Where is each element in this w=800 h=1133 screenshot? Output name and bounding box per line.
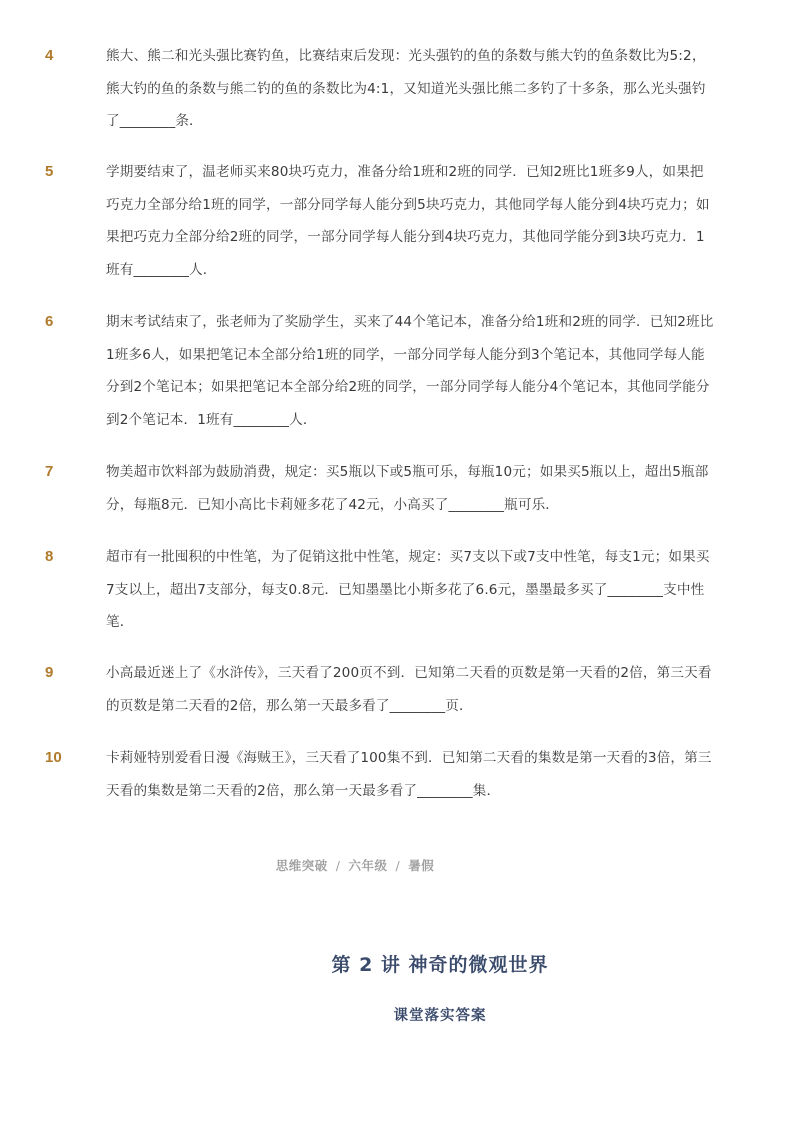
problem-number: 10: [45, 749, 62, 766]
problem-number: 7: [45, 463, 54, 480]
footer-series: 思维突破: [275, 858, 328, 873]
problem-text: 熊大、熊二和光头强比赛钓鱼，比赛结束后发现：光头强钓的鱼的条数与熊大钓的鱼条数比为5:2，熊大钓的鱼的条数与熊二钓的鱼的条数比为4:1，又知道光头强比熊二多钓了十多条，那么光头强钓了________条．: [106, 48, 706, 129]
problem-text: 小高最近迷上了《水浒传》，三天看了200页不到．已知第二天看的页数是第一天看的2倍，第三天看的页数是第二天看的2倍，那么第一天最多看了________页．: [106, 665, 712, 714]
footer-term: 暑假: [408, 858, 435, 873]
problem-number: 4: [45, 47, 54, 64]
problem-text: 物美超市饮料部为鼓励消费，规定：买5瓶以下或5瓶可乐，每瓶10元；如果买5瓶以上，超出5瓶部分，每瓶8元．已知小高比卡莉娅多花了42元，小高买了________瓶可乐．: [106, 464, 709, 513]
problem-number: 6: [45, 313, 54, 330]
footer-separator: /: [395, 858, 401, 873]
problem-text: 学期要结束了，温老师买来80块巧克力，准备分给1班和2班的同学．已知2班比1班多9人，如果把巧克力全部分给1班的同学，一部分同学每人能分到5块巧克力，其他同学每人能分到4块巧克力；如果把巧克力全部分给2班的同学，一部分同学每人能分到4块巧克力，其他同学能分到3块巧克力．1班有________人．: [106, 164, 710, 278]
lecture-title: 第 2 讲 神奇的微观世界: [331, 954, 549, 976]
lecture-subtitle: 课堂落实答案: [393, 1008, 487, 1024]
problem-number: 8: [45, 548, 54, 565]
problem-text: 期末考试结束了，张老师为了奖励学生，买来了44个笔记本，准备分给1班和2班的同学．已知2班比1班多6人，如果把笔记本全部分给1班的同学，一部分同学每人能分到3个笔记本，其他同学每人能分到2个笔记本；如果把笔记本全部分给2班的同学，一部分同学每人能分4个笔记本，其他同学能分到2个笔记本．1班有________人．: [106, 314, 714, 428]
problem-text: 超市有一批囤积的中性笔，为了促销这批中性笔，规定：买7支以下或7支中性笔，每支1元；如果买7支以上，超出7支部分，每支0.8元．已知墨墨比小斯多花了6.6元，墨墨最多买了________支中性笔．: [106, 549, 710, 630]
problem-number: 5: [45, 163, 54, 180]
footer-separator: /: [335, 858, 341, 873]
problem-number: 9: [45, 664, 54, 681]
footer-grade: 六年级: [348, 858, 388, 873]
problem-text: 卡莉娅特别爱看日漫《海贼王》，三天看了100集不到．已知第二天看的集数是第一天看的3倍，第三天看的集数是第二天看的2倍，那么第一天最多看了________集．: [106, 750, 712, 799]
page-footer: [0, 856, 710, 874]
